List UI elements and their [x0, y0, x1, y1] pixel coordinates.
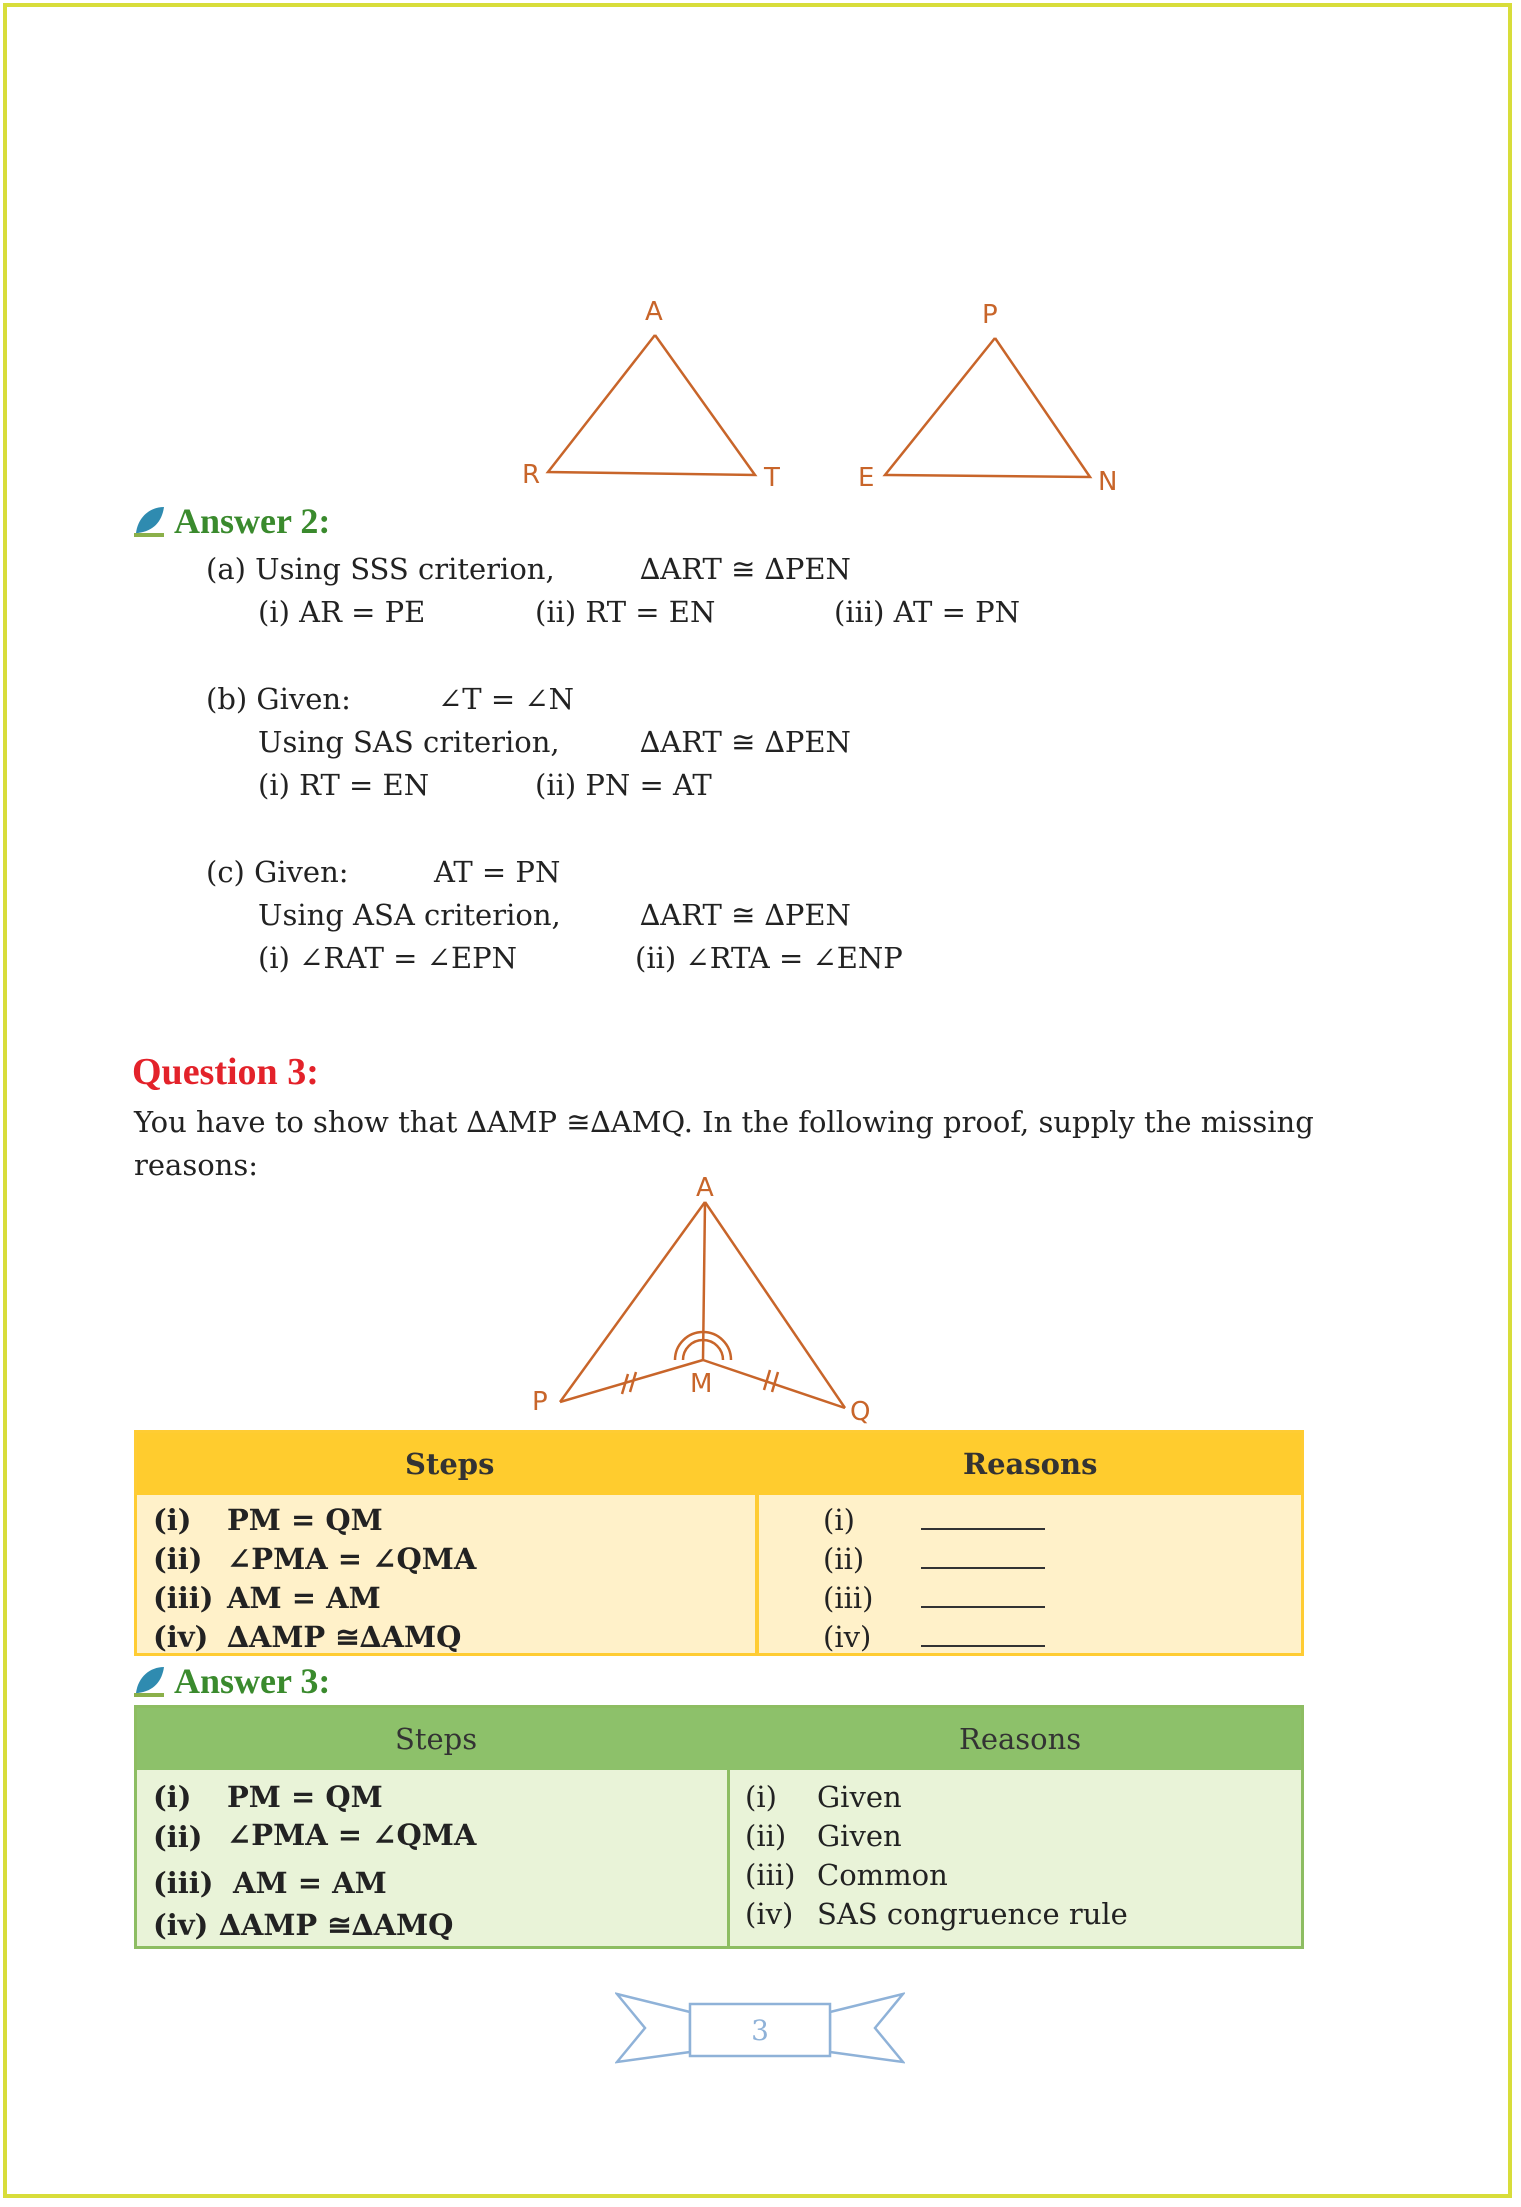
label-a: A: [645, 297, 663, 327]
reason-num: (ii): [823, 1542, 865, 1576]
a-criterion: (a) Using SSS criterion,: [206, 552, 555, 586]
c-item-2: (ii) ∠RTA = ∠ENP: [635, 941, 903, 975]
b-given-value: ∠T = ∠N: [438, 682, 575, 716]
leaf-logo-icon: [132, 1663, 168, 1699]
leaf-logo-icon: [132, 503, 168, 539]
reason-num: (ii): [745, 1819, 787, 1853]
label-e: E: [858, 463, 875, 493]
question-steps-table: [134, 1430, 1304, 1656]
answer-3-heading: Answer 3:: [132, 1660, 330, 1702]
table-divider: [727, 1770, 730, 1946]
step-num: (ii): [153, 1820, 203, 1854]
step-text: ∠PMA = ∠QMA: [227, 1542, 477, 1576]
reason-blank: [921, 1542, 1045, 1576]
step-text: AM = AM: [227, 1581, 381, 1615]
step-num: (i): [153, 1503, 192, 1537]
step-num: (iii): [153, 1866, 214, 1900]
a-congruence: ∆ART ≅ ∆PEN: [640, 552, 851, 586]
question-3-text-1: You have to show that ∆AMP ≅∆AMQ. In the following proof, supply the missing: [134, 1105, 1314, 1139]
reason-blank: [921, 1620, 1045, 1654]
step-num: (i): [153, 1780, 192, 1814]
step-text: AM = AM: [233, 1866, 387, 1900]
c-criterion: Using ASA criterion,: [258, 898, 561, 932]
triangle-pen: [885, 338, 1090, 477]
steps-header: Steps: [405, 1447, 495, 1481]
label-q: Q: [850, 1397, 871, 1427]
b-item-1: (i) RT = EN: [258, 768, 430, 802]
b-given-label: (b) Given:: [206, 682, 351, 716]
reason-num: (iv): [745, 1897, 794, 1931]
reason-blank: [921, 1581, 1045, 1615]
answer-2-heading: Answer 2:: [132, 500, 330, 542]
reason-num: (i): [745, 1780, 777, 1814]
steps-header: Steps: [395, 1722, 478, 1756]
reason-text: SAS congruence rule: [817, 1897, 1128, 1931]
step-num: (iii): [153, 1581, 214, 1615]
label-p: P: [982, 300, 998, 330]
triangles-figure: [500, 290, 1160, 510]
reason-blank: [921, 1503, 1045, 1537]
reason-num: (iv): [823, 1620, 872, 1654]
label-n: N: [1098, 467, 1118, 497]
a-item-1: (i) AR = PE: [258, 595, 426, 629]
reason-num: (iii): [823, 1581, 874, 1615]
reason-num: (i): [823, 1503, 855, 1537]
c-given-label: (c) Given:: [206, 855, 349, 889]
triangle-amp-amq-figure: [520, 1170, 880, 1430]
label-a2: A: [696, 1173, 714, 1203]
answer-steps-table: [134, 1705, 1304, 1949]
label-m: M: [690, 1369, 713, 1399]
step-num: (iv): [153, 1908, 209, 1942]
page-number: 3: [751, 2014, 769, 2047]
step-num: (ii): [153, 1542, 203, 1576]
question-3-heading: Question 3:: [132, 1051, 319, 1093]
reason-text: Common: [817, 1858, 948, 1892]
step-text: PM = QM: [227, 1503, 383, 1537]
a-item-3: (iii) AT = PN: [834, 595, 1020, 629]
reasons-header: Reasons: [963, 1447, 1098, 1481]
table-divider: [755, 1495, 759, 1653]
b-congruence: ∆ART ≅ ∆PEN: [640, 725, 851, 759]
question-table-header: [137, 1433, 1301, 1495]
b-criterion: Using SAS criterion,: [258, 725, 560, 759]
label-t: T: [764, 463, 780, 493]
step-text: ∆AMP ≅∆AMQ: [219, 1908, 454, 1942]
c-congruence: ∆ART ≅ ∆PEN: [640, 898, 851, 932]
page-number-ribbon: [615, 1990, 905, 2070]
reason-text: Given: [817, 1780, 902, 1814]
c-given-value: AT = PN: [434, 855, 561, 889]
reason-num: (iii): [745, 1858, 796, 1892]
step-text: PM = QM: [227, 1780, 383, 1814]
reason-text: Given: [817, 1819, 902, 1853]
step-num: (iv): [153, 1620, 209, 1654]
b-item-2: (ii) PN = AT: [535, 768, 712, 802]
question-3-text-2: reasons:: [134, 1148, 258, 1182]
label-p2: P: [532, 1387, 548, 1417]
reasons-header: Reasons: [959, 1722, 1082, 1756]
step-text: ∠PMA = ∠QMA: [227, 1818, 477, 1852]
step-text: ∆AMP ≅∆AMQ: [227, 1620, 462, 1654]
c-item-1: (i) ∠RAT = ∠EPN: [258, 941, 518, 975]
answer-table-header: [137, 1708, 1301, 1770]
triangle-art: [548, 335, 755, 475]
label-r: R: [522, 460, 541, 490]
a-item-2: (ii) RT = EN: [535, 595, 716, 629]
